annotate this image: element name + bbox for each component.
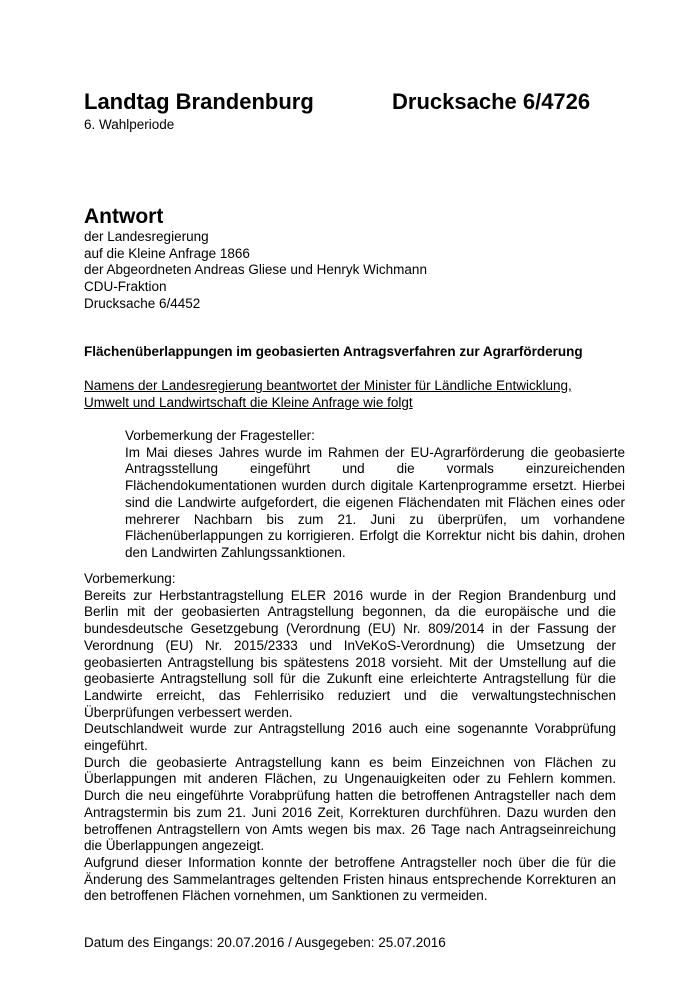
answer-meta (84, 229, 427, 313)
intro-line: Namens der Landesregierung beantwortet der Minister für Ländliche Entwicklung, (84, 378, 572, 393)
remark-paragraph: Aufgrund dieser Information konnte der betroffene Antragsteller noch über die für die Änderung des Sammelantrages geltenden Fristen hinaus entsprechende Korrekturen an den betroffenen Flächen vornehmen, um Sanktionen zu vermeiden. (84, 854, 616, 904)
meta-line: auf die Kleine Anfrage 1866 (84, 245, 250, 261)
parliament-name: Landtag Brandenburg (84, 89, 314, 114)
legislative-period: 6. Wahlperiode (84, 117, 175, 132)
remark-paragraph: Bereits zur Herbstantragstellung ELER 2016 wurde in der Region Brandenburg und Berlin mit der geobasierten Antragstellung begonnen, da die europäische und die bundesdeutsche Gesetzgebung (Verordnung (EU) Nr. 809/2014 in der Fassung der Verordnung (EU) Nr. 2015/2333 und InVeKoS-Verordnung) die Umsetzung der geobasierten Antragstellung bis spätestens 2018 vorsieht. Mit der Umstellung auf die geobasierte Antragstellung soll für die Zukunft eine erleichterte Antragstellung für die Landwirte erreicht, das Fehlerrisiko reduziert und die verwaltungstechnischen Überprüfungen verbessert werden. (84, 587, 616, 720)
meta-line: der Landesregierung (84, 229, 209, 244)
meta-line: CDU-Fraktion (84, 279, 167, 295)
meta-line: der Abgeordneten Andreas Gliese und Henryk Wichmann (84, 262, 427, 278)
intro-line: Umwelt und Landwirtschaft die Kleine Anfrage wie folgt (84, 394, 413, 410)
government-remark (84, 571, 616, 905)
government-remark-label: Vorbemerkung: (84, 571, 176, 586)
questioner-remark (125, 428, 625, 562)
remark-paragraph: Deutschlandweit wurde zur Antragstellung 2016 auch eine sogenannte Vorabprüfung eingeführt. (84, 721, 616, 754)
intro-statement (84, 378, 624, 411)
date-footer: Datum des Eingangs: 20.07.2016 / Ausgegeben: 25.07.2016 (84, 935, 446, 950)
answer-title: Antwort (84, 205, 164, 228)
questioner-remark-label: Vorbemerkung der Fragesteller: (125, 428, 315, 443)
remark-paragraph: Durch die geobasierte Antragstellung kann es beim Einzeichnen von Flächen zu Überlappungen mit anderen Flächen, zu Ungenauigkeiten oder zu Fehlern kommen. Durch die neu eingeführte Vorabprüfung hatten die betroffenen Antragsteller nach dem Antragstermin bis zum 21. Juni 2016 Zeit, Korrekturen durchführen. Dazu wurden den betroffenen Antragstellern von Amts wegen bis max. 26 Tage nach Antragseinreichung die Überlappungen angezeigt. (84, 754, 616, 854)
subject-heading: Flächenüberlappungen im geobasierten Antragsverfahren zur Agrarförderung (84, 344, 583, 359)
questioner-remark-text: Im Mai dieses Jahres wurde im Rahmen der EU-Agrarförderung die geobasierte Antragsstellung eingeführt und die vormals einzureichenden Flächendokumentationen wurden durch digitale Kartenprogramme ersetzt. Hierbei sind die Landwirte aufgefordert, die eigenen Flächendaten mit Flächen eines oder mehrerer Nachbarn bis zum 21. Juni zu überprüfen, um vorhandene Flächenüberlappungen zu korrigieren. Erfolgt die Korrektur nicht bis dahin, drohen den Landwirten Zahlungssanktionen. (125, 444, 625, 560)
meta-line: Drucksache 6/4452 (84, 295, 201, 311)
document-number: Drucksache 6/4726 (392, 89, 591, 114)
